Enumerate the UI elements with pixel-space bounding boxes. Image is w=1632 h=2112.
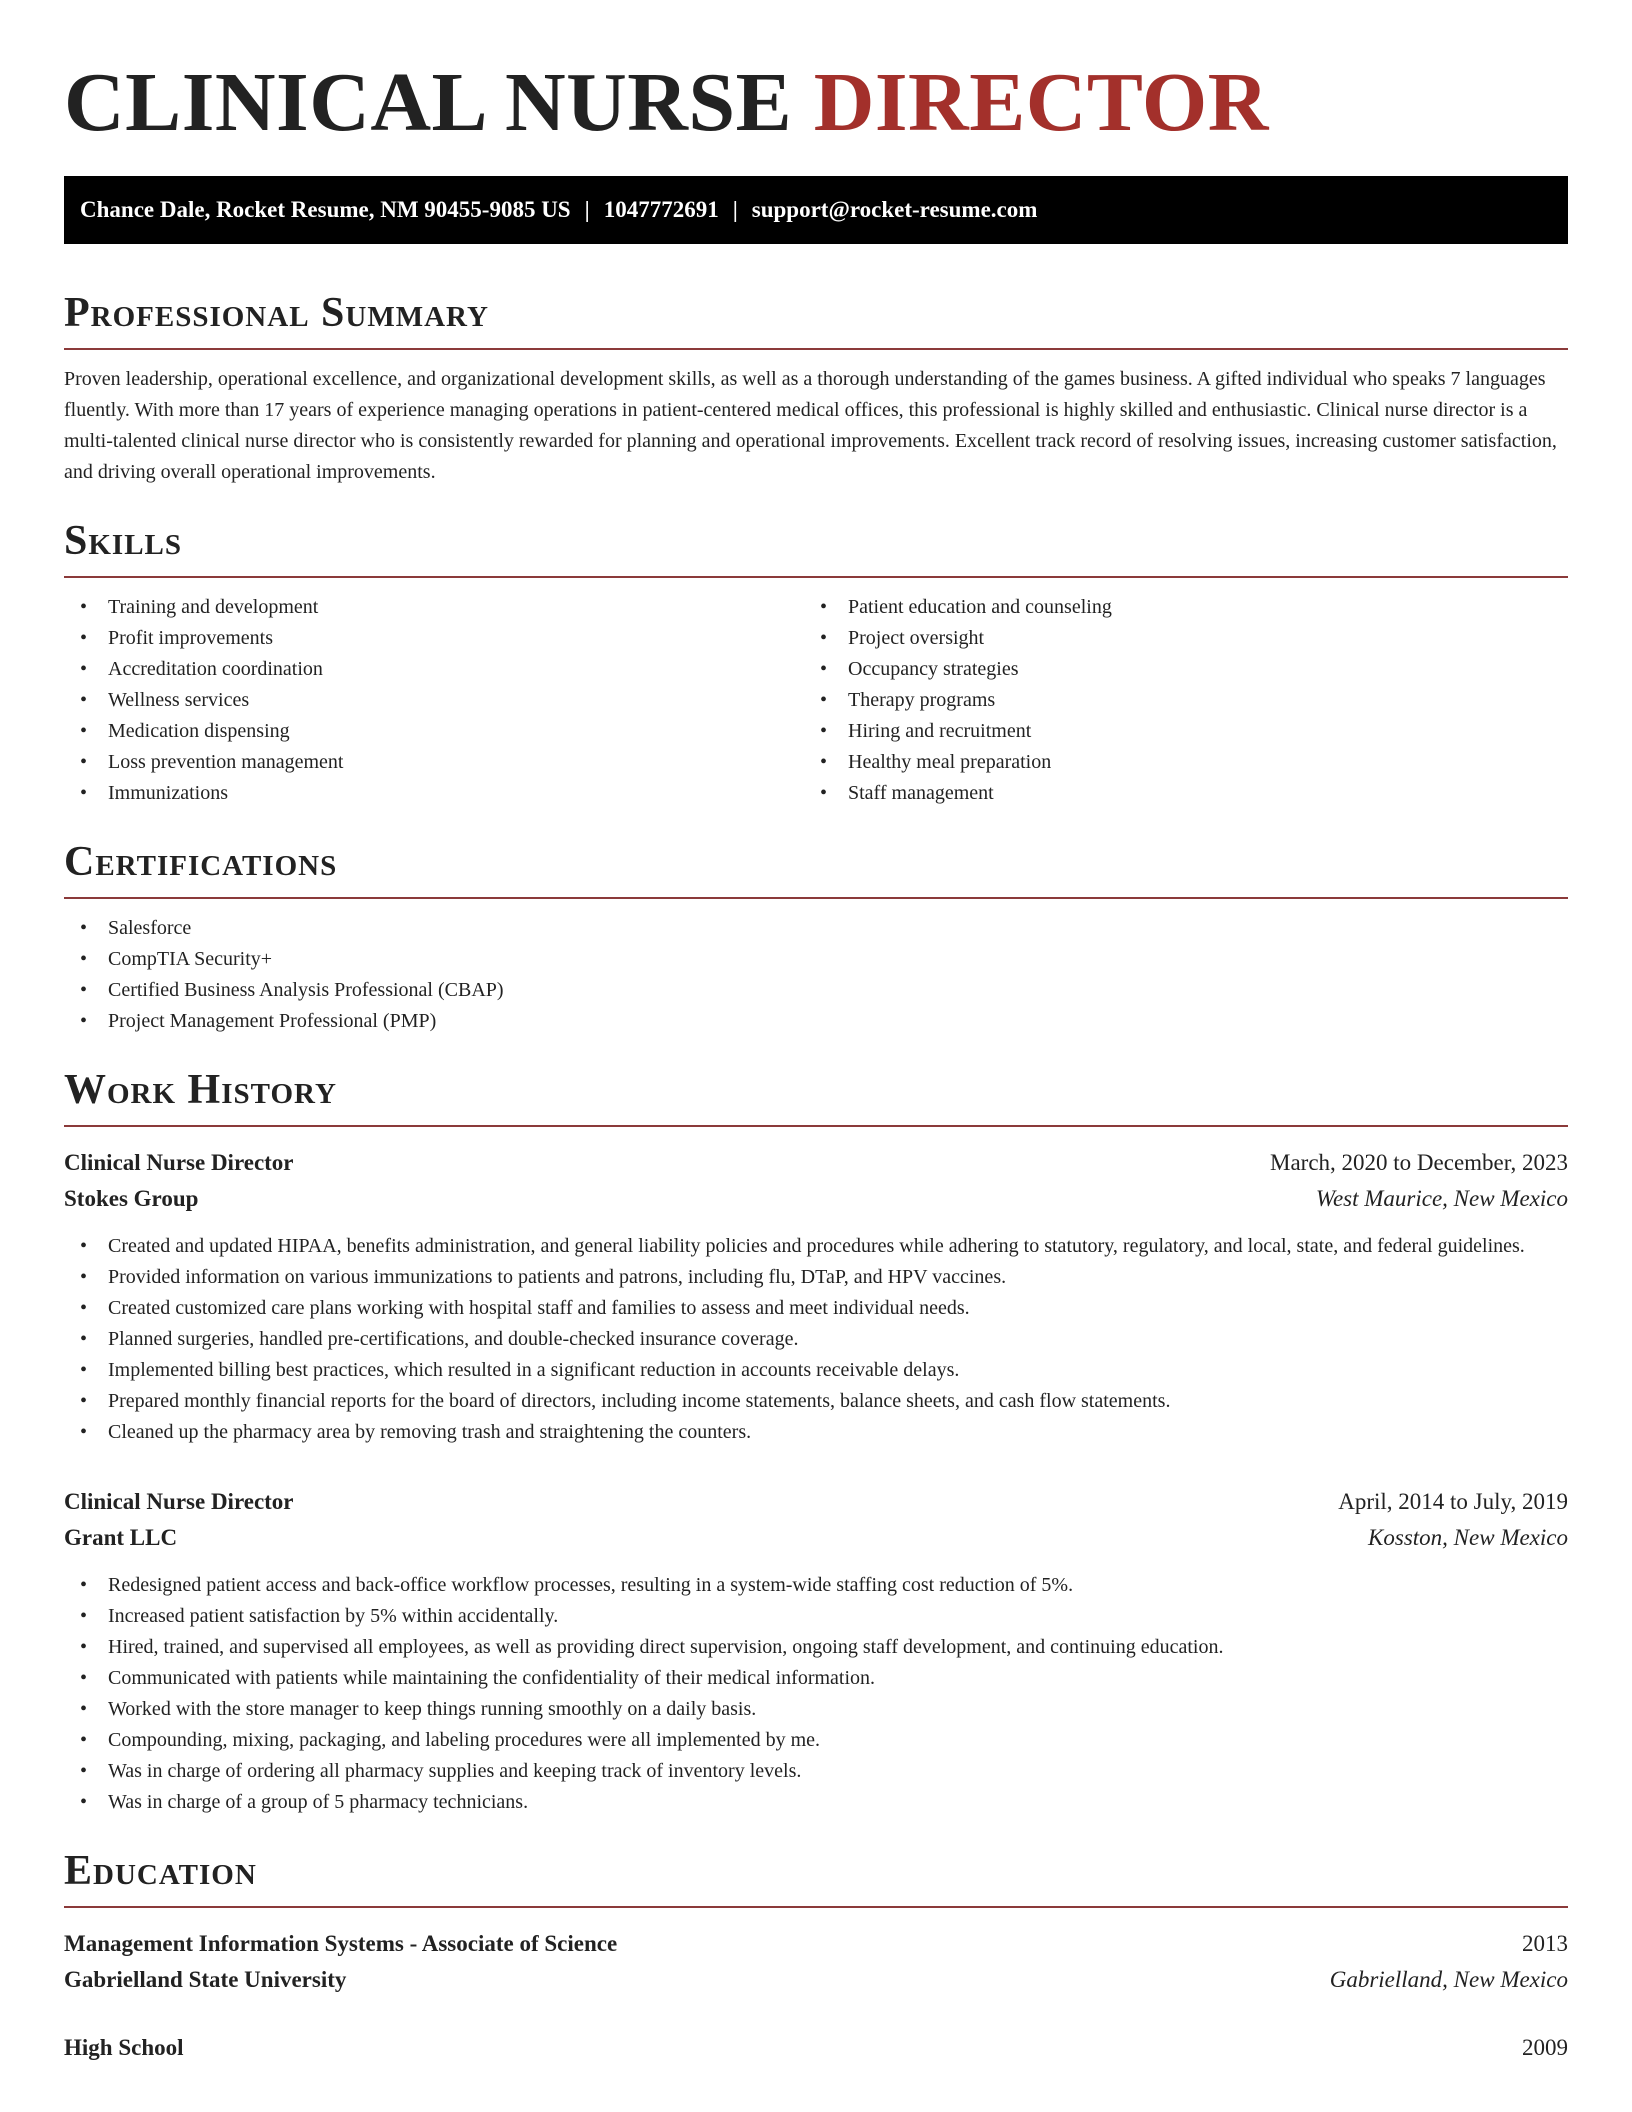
education-entry [64, 2030, 1568, 2066]
skill-item: • Occupancy strategies [804, 654, 1544, 685]
job-duty: • Implemented billing best practices, which resulted in a significant reduction in accounts receivable delays. [64, 1355, 1568, 1386]
job-dates: April, 2014 to July, 2019 [1338, 1489, 1568, 1514]
section-divider [64, 897, 1568, 899]
skills-list-right [804, 592, 1544, 809]
education-year: 2013 [1522, 1931, 1568, 1956]
certification-item: • CompTIA Security+ [64, 944, 1568, 975]
skills-columns [64, 592, 1568, 809]
section-divider [64, 348, 1568, 350]
certification-item: • Certified Business Analysis Professional (CBAP) [64, 975, 1568, 1006]
skill-item: • Training and development [64, 592, 804, 623]
job-duty: • Hired, trained, and supervised all employees, as well as providing direct supervision, ongoing staff development, and continuing education. [64, 1632, 1568, 1663]
contact-bar [64, 176, 1568, 244]
job-duty: • Was in charge of a group of 5 pharmacy technicians. [64, 1787, 1568, 1818]
summary-text: Proven leadership, operational excellence, and organizational development skills, as well as a thorough understanding of the games business. A gifted individual who speaks 7 languages fluently. With more than 17 years of experience managing operations in patient-centered medical offices, this professional is highly skilled and enthusiastic. Clinical nurse director is a multi-talented clinical nurse director who is consistently rewarded for planning and operational improvements. Excellent track record of resolving issues, increasing customer satisfaction, and driving overall operational improvements. [64, 368, 1557, 483]
education-entry [64, 1926, 1568, 1998]
title-main: CLINICAL NURSE [64, 56, 793, 149]
job-duty: • Planned surgeries, handled pre-certifications, and double-checked insurance coverage. [64, 1324, 1568, 1355]
skill-item: • Project oversight [804, 623, 1544, 654]
education-heading: Education [64, 1848, 257, 1894]
job-location: Kosston, New Mexico [1368, 1525, 1568, 1550]
skill-item: • Accreditation coordination [64, 654, 804, 685]
job-company-row [64, 1520, 1568, 1556]
resume-title [64, 58, 1568, 148]
job-duty: • Cleaned up the pharmacy area by removing trash and straightening the counters. [64, 1417, 1568, 1448]
education-degree: High School [64, 2035, 184, 2060]
job-duty: • Communicated with patients while maintaining the confidentiality of their medical information. [64, 1663, 1568, 1694]
skill-item: • Therapy programs [804, 685, 1544, 716]
skill-item: • Loss prevention management [64, 747, 804, 778]
job-company-row [64, 1181, 1568, 1217]
skill-item: • Healthy meal preparation [804, 747, 1544, 778]
job-dates: March, 2020 to December, 2023 [1270, 1150, 1568, 1175]
job-company: Stokes Group [64, 1186, 199, 1211]
certifications-heading: Certifications [64, 839, 338, 885]
education-school: Gabrielland State University [64, 1967, 347, 1992]
job-duty: • Created and updated HIPAA, benefits administration, and general liability policies and procedures while adhering to statutory, regulatory, and local, state, and federal guidelines. [64, 1231, 1568, 1262]
certification-item: • Project Management Professional (PMP) [64, 1006, 1568, 1037]
job-header-row [64, 1484, 1568, 1520]
title-accent: DIRECTOR [813, 56, 1269, 149]
section-divider [64, 1125, 1568, 1127]
education-header-row [64, 2030, 1568, 2066]
work-history-section [64, 1065, 1568, 1818]
education-location: Gabrielland, New Mexico [1329, 1967, 1568, 1992]
job-entry [64, 1484, 1568, 1818]
contact-separator: | [584, 197, 590, 222]
contact-separator: | [732, 197, 738, 222]
education-header-row [64, 1926, 1568, 1962]
certification-item: • Salesforce [64, 913, 1568, 944]
job-duty: • Was in charge of ordering all pharmacy supplies and keeping track of inventory levels. [64, 1756, 1568, 1787]
skill-item: • Medication dispensing [64, 716, 804, 747]
job-title: Clinical Nurse Director [64, 1150, 294, 1175]
job-duty: • Prepared monthly financial reports for the board of directors, including income statements, balance sheets, and cash flow statements. [64, 1386, 1568, 1417]
certifications-list [64, 913, 1568, 1037]
education-section [64, 1846, 1568, 2066]
job-duty: • Provided information on various immunizations to patients and patrons, including flu, DTaP, and HPV vaccines. [64, 1262, 1568, 1293]
job-title: Clinical Nurse Director [64, 1489, 294, 1514]
job-duty: • Compounding, mixing, packaging, and labeling procedures were all implemented by me. [64, 1725, 1568, 1756]
education-degree: Management Information Systems - Associate of Science [64, 1931, 618, 1956]
work-history-heading: Work History [64, 1067, 337, 1113]
skills-heading: Skills [64, 518, 183, 564]
job-duty: • Redesigned patient access and back-office workflow processes, resulting in a system-wide staffing cost reduction of 5%. [64, 1570, 1568, 1601]
job-duties-list [64, 1231, 1568, 1448]
job-company: Grant LLC [64, 1525, 178, 1550]
certifications-section [64, 837, 1568, 1037]
skill-item: • Profit improvements [64, 623, 804, 654]
skills-list-left [64, 592, 804, 809]
summary-section [64, 288, 1568, 488]
job-duty: • Worked with the store manager to keep things running smoothly on a daily basis. [64, 1694, 1568, 1725]
skill-item: • Immunizations [64, 778, 804, 809]
section-divider [64, 1906, 1568, 1908]
job-duty: • Increased patient satisfaction by 5% within accidentally. [64, 1601, 1568, 1632]
skill-item: • Patient education and counseling [804, 592, 1544, 623]
education-school-row [64, 1962, 1568, 1998]
skill-item: • Staff management [804, 778, 1544, 809]
job-entry [64, 1145, 1568, 1448]
contact-phone: 1047772691 [603, 197, 719, 222]
skill-item: • Hiring and recruitment [804, 716, 1544, 747]
skills-section [64, 516, 1568, 809]
contact-email: support@rocket-resume.com [751, 197, 1038, 222]
job-header-row [64, 1145, 1568, 1181]
education-year: 2009 [1522, 2035, 1568, 2060]
skill-item: • Wellness services [64, 685, 804, 716]
section-divider [64, 576, 1568, 578]
summary-heading: Professional Summary [64, 290, 489, 336]
job-location: West Maurice, New Mexico [1315, 1186, 1568, 1211]
contact-address: Chance Dale, Rocket Resume, NM 90455-9085 US [80, 197, 571, 222]
job-duties-list [64, 1570, 1568, 1818]
job-duty: • Created customized care plans working with hospital staff and families to assess and meet individual needs. [64, 1293, 1568, 1324]
resume-page [64, 0, 1568, 2066]
